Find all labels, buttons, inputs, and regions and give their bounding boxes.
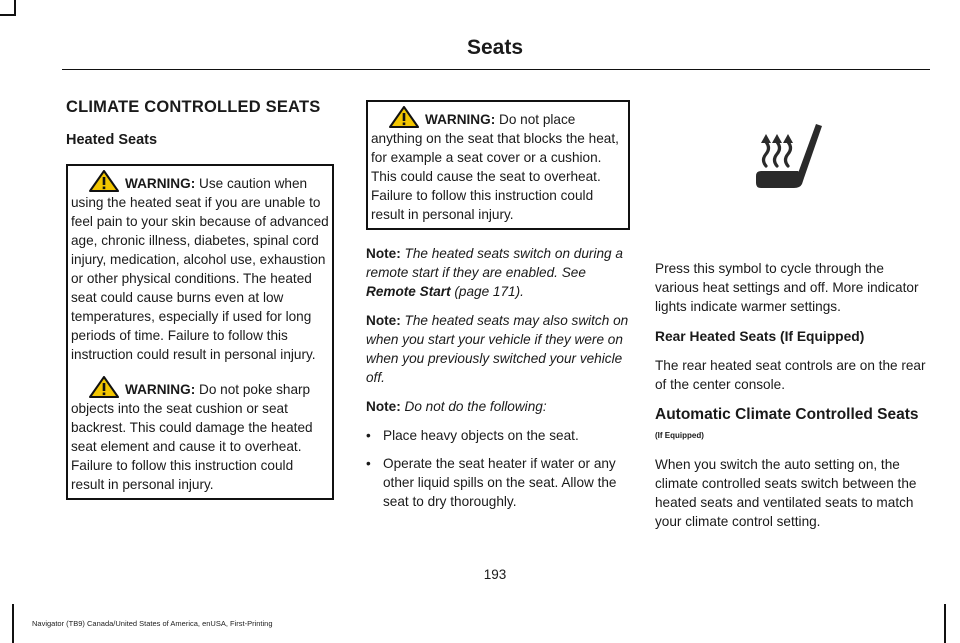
list-item: • Place heavy objects on the seat. [366, 426, 630, 445]
column-right [655, 259, 928, 542]
note-label: Note: [366, 399, 401, 414]
crop-mark [14, 0, 16, 16]
warning-triangle-icon [89, 376, 119, 398]
section-heading-text: Automatic Climate Controlled Seats [655, 406, 919, 423]
crop-mark [0, 14, 14, 16]
note-label: Note: [366, 313, 401, 328]
bullet-list [366, 426, 630, 511]
note-paragraph [366, 311, 630, 387]
footer-text: Navigator (TB9) Canada/United States of America, enUSA, First-Printing [32, 619, 273, 628]
warning-triangle-icon [389, 106, 419, 128]
warning-text: Use caution when using the heated seat if you are unable to feel pain to your skin because of advanced age, chronic illness, diabetes, spinal cord injury, medication, alcohol use, exhaustion or other physical conditions. The heated seat could cause burns even at low temperatures, especially if used for long periods of time. Failure to follow this instruction could result in personal injury. [71, 176, 329, 362]
note-paragraph [366, 244, 630, 301]
page-reference: (page 171). [454, 284, 524, 299]
section-heading [655, 405, 928, 445]
crop-mark [12, 604, 14, 643]
subheading: Heated Seats [66, 132, 158, 148]
warning-box [66, 164, 334, 500]
note-text: The heated seats switch on during a remote start if they are enabled. See [366, 246, 623, 280]
title-rule [62, 69, 930, 70]
note-text: The heated seats may also switch on when you start your vehicle if they were on when you previously switched your vehicle off. [366, 313, 629, 385]
warning-triangle-icon [89, 170, 119, 192]
warning-text: Do not place anything on the seat that blocks the heat, for example a seat cover or a cushion. This could cause the seat to overheat. Failure to follow this instruction could result in personal injury. [371, 112, 619, 222]
warning-paragraph [371, 106, 625, 224]
list-item: • Operate the seat heater if water or any other liquid spills on the seat. Allow the seat to dry thoroughly. [366, 454, 630, 511]
crop-mark [944, 604, 946, 643]
body-paragraph: The rear heated seat controls are on the rear of the center console. [655, 358, 926, 392]
note-paragraph [366, 397, 630, 416]
note-label: Note: [366, 246, 401, 261]
warning-paragraph [71, 376, 329, 494]
column-middle [366, 100, 630, 520]
warning-label: WARNING: [425, 112, 496, 127]
page-number: 193 [483, 567, 507, 582]
note-text: Do not do the following: [404, 399, 547, 414]
body-paragraph: When you switch the auto setting on, the climate controlled seats switch between the heated seats and ventilated seats to match your climate control setting. [655, 457, 917, 529]
subheading: Rear Heated Seats (If Equipped) [655, 329, 865, 344]
warning-label: WARNING: [125, 382, 196, 397]
warning-paragraph [71, 170, 329, 364]
page-title: Seats [466, 36, 524, 59]
heading-qualifier: (If Equipped) [655, 431, 704, 440]
warning-label: WARNING: [125, 176, 196, 191]
warning-box [366, 100, 630, 230]
body-paragraph: Press this symbol to cycle through the various heat settings and off. More indicator lights indicate warmer settings. [655, 261, 919, 314]
cross-reference-link[interactable]: Remote Start [366, 284, 451, 299]
section-heading: CLIMATE CONTROLLED SEATS [66, 98, 321, 116]
heated-seat-icon [750, 116, 830, 196]
warning-text: Do not poke sharp objects into the seat cushion or seat backrest. This could damage the heated seat element and cause it to overheat. Failure to follow this instruction could result in personal injury. [71, 382, 313, 492]
column-left [66, 98, 334, 500]
